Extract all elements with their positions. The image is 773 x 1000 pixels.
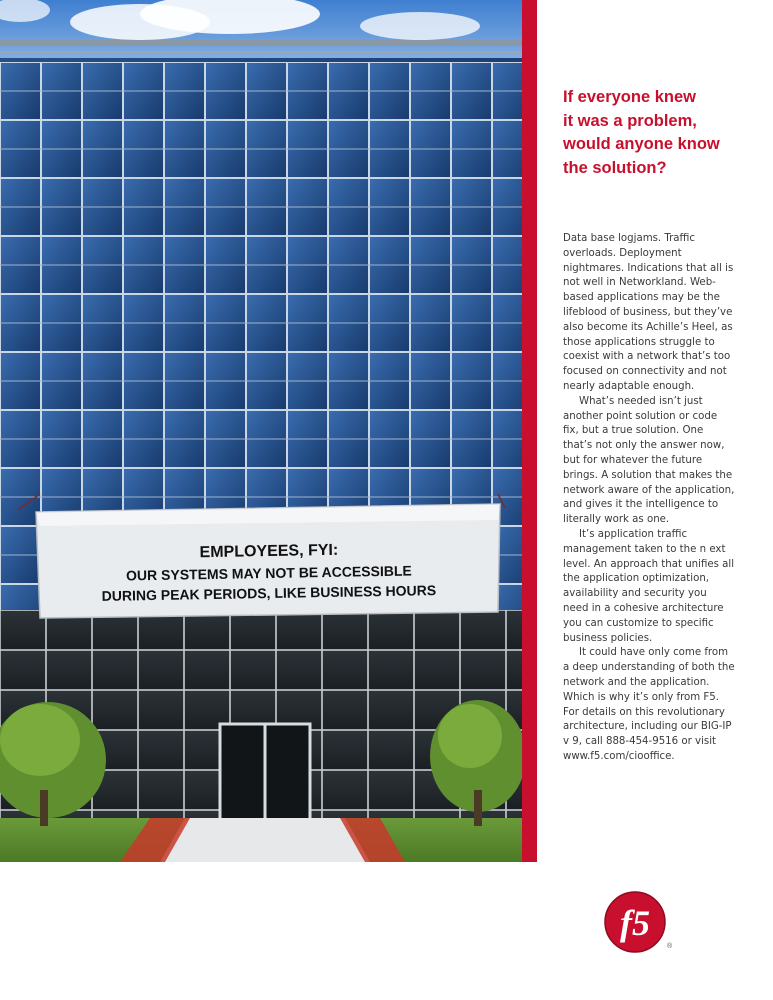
banner-line-2: OUR SYSTEMS MAY NOT BE ACCESSIBLE — [125, 562, 412, 584]
headline-line: it was a problem, — [563, 111, 697, 130]
body-paragraph: What’s needed isn’t just another point solution or code fix, but a true solution. One that’s not only the answer now, but for whatever the future brings. A solution that makes the network aware of the application, and gives it the intelligence to literally work as one. — [563, 395, 735, 526]
body-copy — [563, 232, 735, 765]
headline-line: the solution? — [563, 158, 667, 177]
accent-bar — [522, 0, 537, 862]
body-paragraph: Data base logjams. Traffic overloads. Deployment nightmares. Indications that all is not well in Networkland. Web-based applications may be the lifeblood of business, but they’ve also become its Achille’s Heel, as those applications struggle to coexist with a network that’s too focused on connectivity and not nearly adaptable enough. — [563, 233, 734, 392]
registered-mark: ® — [667, 943, 672, 950]
f5-logo-icon — [604, 890, 672, 954]
headline-line: If everyone knew — [563, 88, 696, 106]
headline-line: would anyone know — [563, 135, 720, 153]
f5-logo — [604, 890, 672, 954]
banner-line-1: EMPLOYEES, FYI: — [199, 541, 339, 562]
body-paragraph: It’s application traffic management taken to the n ext level. An approach that unifies all the application optimization, availability and security you need in a cohesive architecture you can customize to specific business policies. — [563, 528, 735, 644]
headline — [563, 86, 763, 180]
f5-logo-text: f5 — [620, 903, 650, 943]
body-paragraph: It could have only come from a deep understanding of both the network and the application. Which is why it’s only from F5. For details on this revolutionary architecture, including our BIG-IP v 9, call 888-454-9516 or visit www.f5.com/ciooffice. — [563, 647, 735, 762]
banner-line-3: DURING PEAK PERIODS, LIKE BUSINESS HOURS — [101, 582, 437, 604]
